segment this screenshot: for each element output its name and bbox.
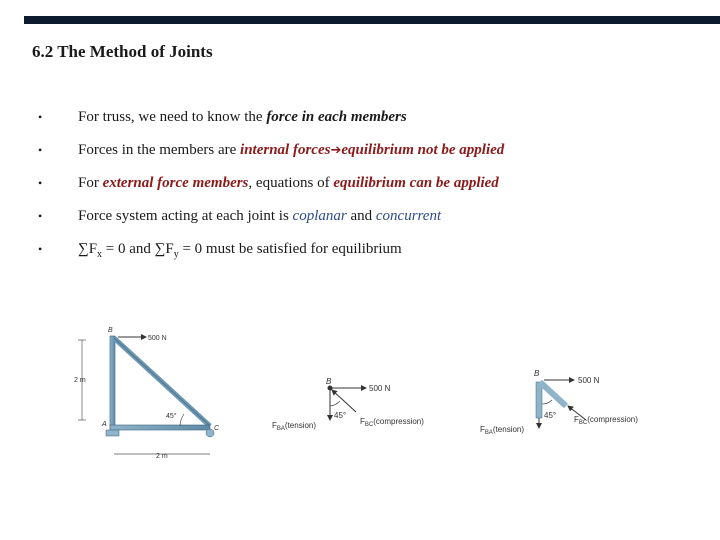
bullet-text: and	[346, 208, 376, 224]
right-arrow-icon: ➔	[330, 143, 342, 158]
bullet-emphasis: coplanar	[292, 208, 347, 224]
bullet-dot: •	[38, 242, 43, 256]
bullet-item	[38, 238, 698, 271]
joint-b-label: B	[534, 369, 540, 378]
free-body-diagram-2	[476, 364, 660, 440]
angle-label: 45°	[544, 411, 557, 420]
bullet-text: For truss, we need to know the	[78, 109, 267, 125]
bullet-dot: •	[38, 143, 43, 157]
joint-b-label: B	[326, 377, 332, 386]
bullet-item	[38, 205, 698, 238]
free-body-diagram-1	[268, 370, 448, 440]
height-label: 2 m	[74, 377, 86, 384]
pin-support	[106, 430, 119, 436]
bullet-text: Forces in the members are	[78, 142, 241, 158]
member-ab-stub	[536, 382, 542, 418]
fbc-label: $F_{BC}(compression)$	[360, 417, 424, 428]
bullet-dot: •	[38, 110, 43, 124]
bullet-dot: •	[38, 176, 43, 190]
bullet-dot: •	[38, 209, 43, 223]
fbc-arrow	[332, 390, 356, 412]
bullet-emphasis: equilibrium not be applied	[341, 142, 505, 158]
bullet-emphasis: concurrent	[375, 208, 442, 224]
fbc-label: $F_{BC}(compression)$	[574, 415, 638, 426]
joint-b-label: B	[108, 327, 113, 334]
joint-c-label: C	[214, 425, 220, 432]
equation-sum: ∑F	[154, 241, 174, 257]
joint-a-label: A	[102, 421, 107, 428]
bullet-item	[38, 139, 698, 172]
bullet-emphasis: force in each members	[266, 109, 407, 125]
bullet-list	[38, 106, 698, 271]
slide-title: 6.2 The Method of Joints	[32, 42, 213, 61]
fba-label: $F_{BA}(tension)$	[480, 425, 525, 436]
load-label: 500 N	[369, 384, 391, 393]
fba-label: $F_{BA}(tension)$	[272, 421, 317, 432]
angle-arc	[330, 401, 340, 406]
angle-arc	[542, 400, 552, 404]
bullet-emphasis: equilibrium can be applied	[333, 175, 499, 191]
bullet-text: = 0 must be satisfied for equilibrium	[178, 241, 402, 257]
bullet-emphasis: external force members	[102, 175, 249, 191]
bullet-item	[38, 106, 698, 139]
member-bc-edge	[114, 338, 210, 426]
load-label: 500 N	[578, 376, 600, 385]
equation-subscript: x	[97, 249, 103, 260]
equation-subscript: y	[173, 249, 179, 260]
angle-label: 45°	[334, 411, 347, 420]
member-ac	[110, 425, 210, 430]
bullet-text: , equations of	[248, 175, 334, 191]
bullet-item	[38, 172, 698, 205]
bullet-text: = 0 and	[102, 241, 155, 257]
joint-b-dot	[328, 386, 333, 391]
bullet-text: Force system acting at each joint is	[78, 208, 293, 224]
header-bar	[24, 16, 720, 24]
angle-label: 45°	[166, 413, 177, 420]
member-bc-stub	[540, 382, 566, 406]
bullet-emphasis: internal forces	[240, 142, 331, 158]
bullet-text: For	[78, 175, 103, 191]
angle-arc	[180, 414, 184, 426]
load-label: 500 N	[148, 335, 167, 342]
equation-sum: ∑F	[78, 241, 98, 257]
roller-support	[206, 429, 214, 437]
truss-diagram	[70, 320, 230, 460]
member-ab	[110, 336, 115, 428]
span-label: 2 m	[156, 453, 168, 460]
